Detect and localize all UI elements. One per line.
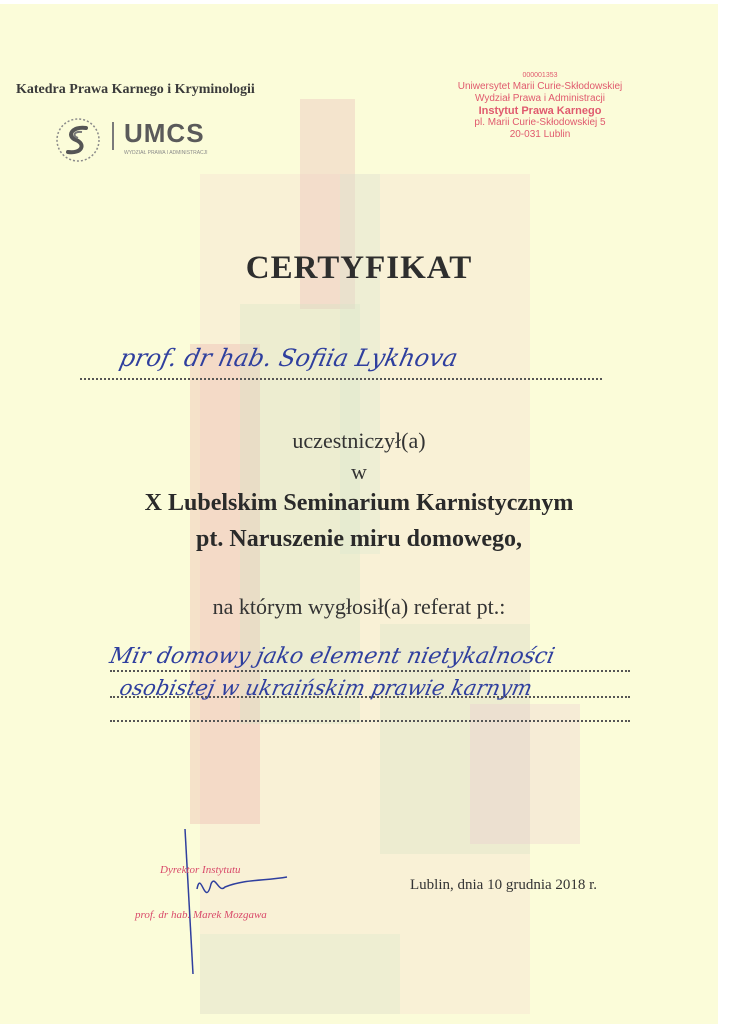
director-name: prof. dr hab. Marek Mozgawa [135, 909, 267, 921]
institute-stamp [430, 71, 650, 141]
stamp-city: 20-031 Lublin [509, 129, 571, 140]
director-signature [175, 829, 295, 979]
scan-edge [718, 0, 746, 1024]
logo-text: UMCS [124, 118, 205, 148]
logo-divider [112, 122, 114, 150]
stamp-institute: Instytut Prawa Karnego [478, 105, 602, 117]
stamp-line: Uniwersytet Marii Curie-Skłodowskiej [457, 81, 623, 92]
umcs-logo [52, 116, 222, 164]
paper-dotted-line-1 [110, 670, 630, 672]
paper-title-line-2: osobistej w ukraińskim prawie karnym [117, 676, 535, 700]
presented-text: na którym wygłosił(a) referat pt.: [212, 594, 506, 619]
director-title: Dyrektor Instytutu [160, 864, 241, 876]
stamp-line: Wydział Prawa i Administracji [475, 93, 605, 104]
participated-text: uczestniczył(a) [292, 428, 426, 453]
in-text: w [351, 459, 367, 484]
logo-subtext: WYDZIAŁ PRAWA I ADMINISTRACJI [124, 150, 208, 156]
seminar-name: X Lubelskim Seminarium Karnistycznym [144, 490, 574, 516]
department-name: Katedra Prawa Karnego i Kryminologii [16, 82, 255, 97]
paper-dotted-line-2 [110, 696, 630, 698]
stamp-number: 000001353 [522, 72, 558, 79]
recipient-dotted-line [80, 378, 602, 380]
stamp-address: pl. Marii Curie-Skłodowskiej 5 [474, 117, 606, 128]
certificate-sheet [0, 4, 718, 1024]
paper-title-line-1: Mir domowy jako element nietykalności [107, 644, 557, 669]
certificate-title: CERTYFIKAT [245, 250, 473, 286]
seminar-topic: pt. Naruszenie miru domowego, [196, 526, 522, 552]
recipient-handwriting: prof. dr hab. Sofiia Lykhova [117, 344, 461, 372]
place-and-date: Lublin, dnia 10 grudnia 2018 r. [410, 877, 598, 893]
umcs-emblem-icon [52, 116, 104, 164]
paper-dotted-line-3 [110, 720, 630, 722]
